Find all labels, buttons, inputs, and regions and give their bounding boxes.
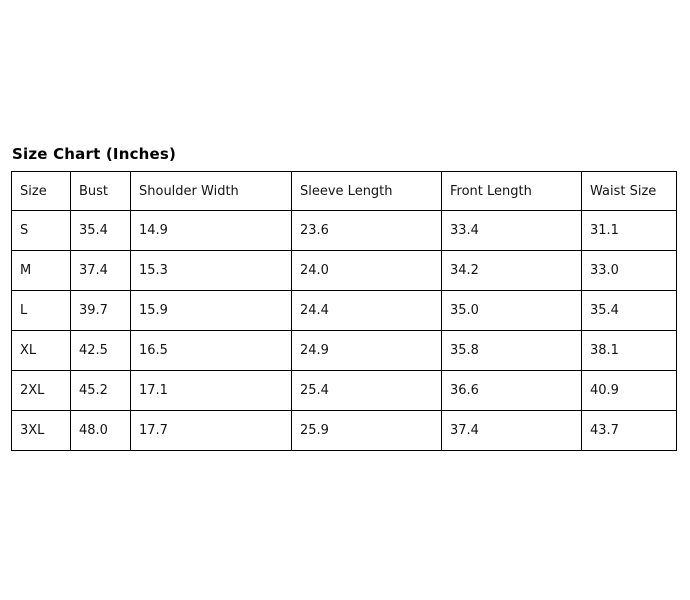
shoulder-width-value: 17.7 bbox=[131, 411, 292, 451]
bust-value: 42.5 bbox=[71, 331, 131, 371]
column-header-front-length: Front Length bbox=[442, 172, 582, 211]
table-row-2xl bbox=[12, 371, 677, 411]
shoulder-width-value: 17.1 bbox=[131, 371, 292, 411]
waist-size-value: 35.4 bbox=[582, 291, 677, 331]
bust-value: 39.7 bbox=[71, 291, 131, 331]
size-label: 3XL bbox=[12, 411, 71, 451]
sleeve-length-value: 25.9 bbox=[292, 411, 442, 451]
column-header-waist-size: Waist Size bbox=[582, 172, 677, 211]
size-label: S bbox=[12, 211, 71, 251]
column-header-size: Size bbox=[12, 172, 71, 211]
table-row-xl bbox=[12, 331, 677, 371]
bust-value: 48.0 bbox=[71, 411, 131, 451]
sleeve-length-value: 24.4 bbox=[292, 291, 442, 331]
table-row-3xl bbox=[12, 411, 677, 451]
size-label: L bbox=[12, 291, 71, 331]
size-label: XL bbox=[12, 331, 71, 371]
waist-size-value: 38.1 bbox=[582, 331, 677, 371]
shoulder-width-value: 16.5 bbox=[131, 331, 292, 371]
front-length-value: 36.6 bbox=[442, 371, 582, 411]
table-row-l bbox=[12, 291, 677, 331]
bust-value: 37.4 bbox=[71, 251, 131, 291]
sleeve-length-value: 25.4 bbox=[292, 371, 442, 411]
bust-value: 35.4 bbox=[71, 211, 131, 251]
waist-size-value: 31.1 bbox=[582, 211, 677, 251]
shoulder-width-value: 14.9 bbox=[131, 211, 292, 251]
shoulder-width-value: 15.9 bbox=[131, 291, 292, 331]
table-row-s bbox=[12, 211, 677, 251]
sleeve-length-value: 24.9 bbox=[292, 331, 442, 371]
size-label: 2XL bbox=[12, 371, 71, 411]
waist-size-value: 33.0 bbox=[582, 251, 677, 291]
column-header-sleeve-length: Sleeve Length bbox=[292, 172, 442, 211]
front-length-value: 37.4 bbox=[442, 411, 582, 451]
bust-value: 45.2 bbox=[71, 371, 131, 411]
table-row-m bbox=[12, 251, 677, 291]
column-header-bust: Bust bbox=[71, 172, 131, 211]
column-header-shoulder-width: Shoulder Width bbox=[131, 172, 292, 211]
front-length-value: 33.4 bbox=[442, 211, 582, 251]
sleeve-length-value: 23.6 bbox=[292, 211, 442, 251]
page-title: Size Chart (Inches) bbox=[12, 145, 177, 163]
size-label: M bbox=[12, 251, 71, 291]
waist-size-value: 40.9 bbox=[582, 371, 677, 411]
header-row bbox=[12, 172, 677, 211]
front-length-value: 35.0 bbox=[442, 291, 582, 331]
front-length-value: 34.2 bbox=[442, 251, 582, 291]
sleeve-length-value: 24.0 bbox=[292, 251, 442, 291]
size-chart-table bbox=[11, 171, 677, 451]
shoulder-width-value: 15.3 bbox=[131, 251, 292, 291]
waist-size-value: 43.7 bbox=[582, 411, 677, 451]
front-length-value: 35.8 bbox=[442, 331, 582, 371]
